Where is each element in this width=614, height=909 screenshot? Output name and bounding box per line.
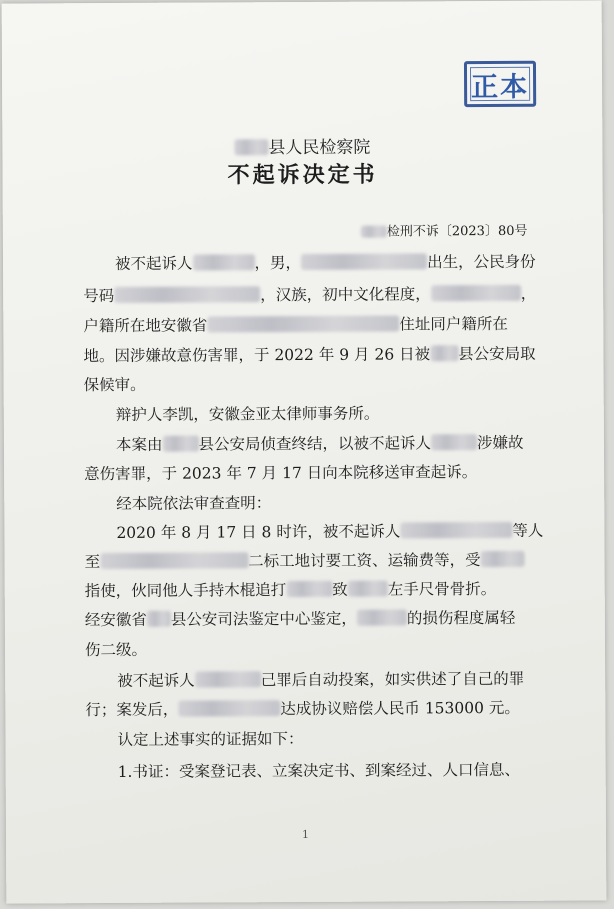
text-line: 保候审。 [83, 375, 146, 395]
text-line: 户籍所在地安徽省 住址同户籍所在 [83, 314, 508, 336]
redacted-name [192, 254, 254, 270]
text-line: 伤二级。 [84, 640, 148, 660]
page-number: 1 [301, 827, 310, 842]
text-line: 至 二标工地讨要工资、运输费等，受 [85, 550, 525, 572]
redacted-address [207, 315, 399, 332]
text-line: 认定上述事实的证据如下： [117, 730, 304, 749]
text-line: 被不起诉人 己罪后自动投案，如实供述了自己的罪 [117, 669, 525, 690]
document-page [2, 0, 607, 903]
text-line: 1.书证：受案登记表、立案决定书、到案经过、人口信息、 [117, 760, 521, 781]
redacted-id-number [114, 286, 260, 303]
issuing-authority: 县人民检察院 [2, 131, 602, 159]
redacted-occupation [431, 285, 521, 301]
redacted-county-name [234, 139, 268, 155]
document-title: 不起诉决定书 [227, 161, 378, 189]
text-line: 经安徽省 县公安司法鉴定中心鉴定， 的损伤程度属轻 [84, 608, 516, 630]
text-line: 辩护人李凯，安徽金亚太律师事务所。 [115, 404, 380, 424]
original-copy-stamp [464, 61, 536, 107]
text-line: 号码 ，汉族，初中文化程度， ， [83, 284, 537, 306]
document-number: 检刑不诉〔2023〕80号 [361, 220, 528, 240]
text-line: 本案由 县公安局侦查终结，以被不起诉人 涉嫌故 [115, 433, 524, 454]
text-line: 行；案发后， 达成协议赔偿人民币 153000 元。 [85, 698, 520, 720]
redacted-birthdate [301, 253, 427, 270]
text-line: 经本院依法审查查明： [116, 494, 272, 513]
text-line: 2020 年 8 月 17 日 8 时许，被不起诉人 等人 [116, 521, 544, 542]
stamp-text: 正本 [471, 71, 530, 103]
text-line: 地。因涉嫌故意伤害罪，于 2022 年 9 月 26 日被 县公安局取 [83, 344, 536, 366]
text-line: 指使，伙同他人手持木棍追打 致 左手尺骨骨折。 [84, 579, 497, 601]
text-line: 意伤害罪，于 2023 年 7 月 17 日向本院移送审查起诉。 [84, 463, 478, 484]
text-line: 被不起诉人 ，男， 出生，公民身份 [114, 252, 536, 273]
